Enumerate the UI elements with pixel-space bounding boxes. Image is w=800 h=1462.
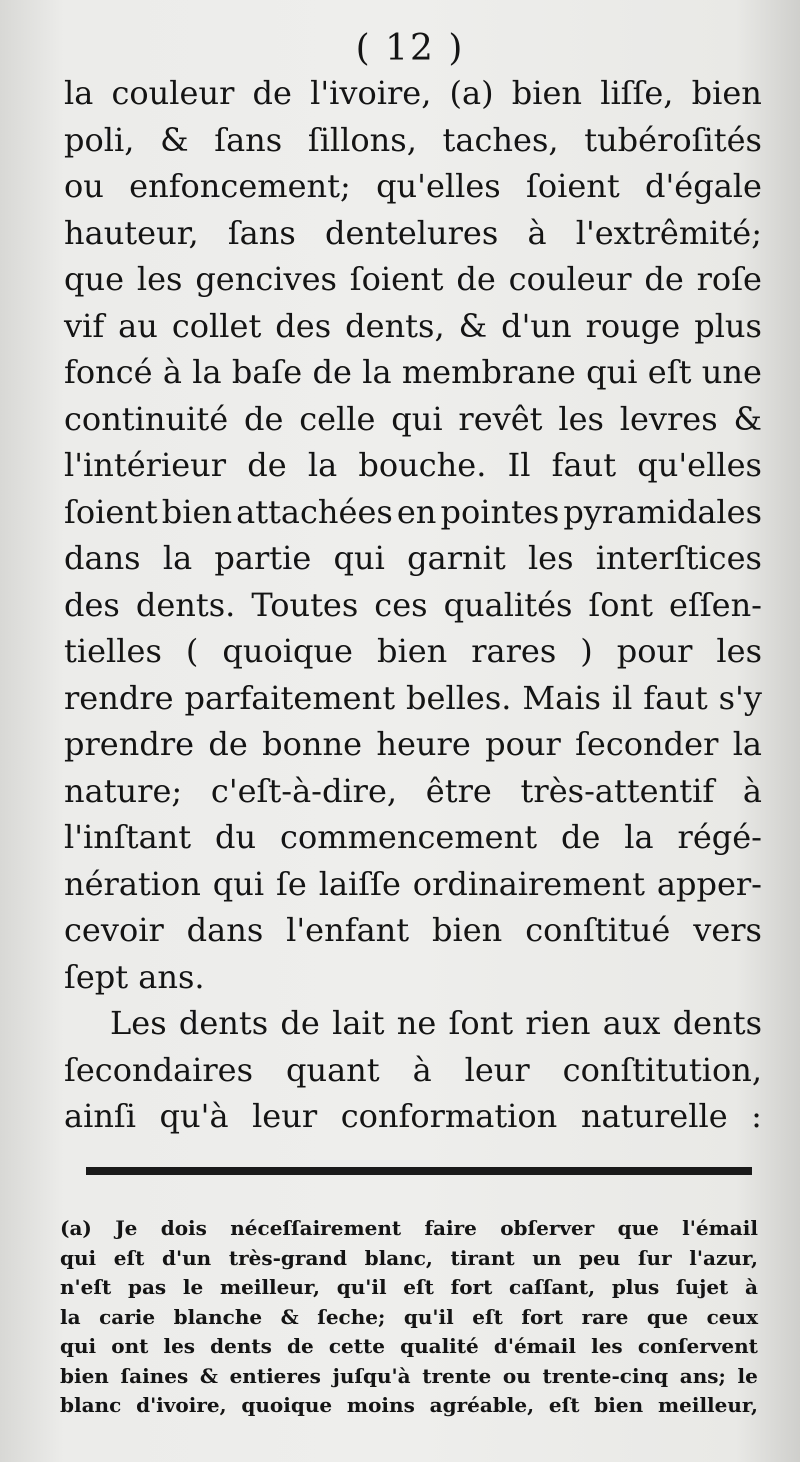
footnote-line: qui eſt d'un très-grand blanc, tirant un peu ſur l'azur, — [60, 1245, 758, 1270]
footnote-line: qui ont les dents de cette qualité d'émail les conſervent — [60, 1334, 758, 1358]
footnote-line: blanc d'ivoire, quoique moins agréable, eſt bien meilleur, — [60, 1393, 758, 1417]
text-line: ou enfoncement; qu'elles ſoient d'égale — [64, 167, 762, 205]
text-line: tielles ( quoique bien rares ) pour les — [64, 632, 762, 670]
footnote-line: (a) Je dois néceſſairement faire obſerver que l'émail — [60, 1216, 758, 1240]
text-line: ſept ans. — [64, 957, 205, 996]
text-line: nature; c'eſt-à-dire, être très-attentif à — [64, 771, 762, 810]
text-line: ainſi qu'à leur conformation naturelle : — [64, 1097, 762, 1135]
page-number: ( 12 ) — [355, 28, 465, 69]
text-line: l'intérieur de la bouche. Il faut qu'elles — [64, 446, 762, 484]
text-line: vif au collet des dents, & d'un rouge plus — [64, 306, 762, 345]
text-line: prendre de bonne heure pour ſeconder la — [64, 725, 762, 763]
text-line: la couleur de l'ivoire, (a) bien liſſe, bien — [64, 74, 762, 112]
text-line: que les gencives ſoient de couleur de roſe — [64, 260, 762, 298]
text-line: foncé à la baſe de la membrane qui eſt une — [64, 353, 762, 391]
footnote-line: la carie blanche & ſeche; qu'il eſt fort rare que ceux — [60, 1304, 758, 1329]
text-line: poli, & ſans ſillons, taches, tubéroſités — [64, 120, 762, 159]
paragraph-first-line: Les dents de lait ne ſont rien aux dents — [110, 1004, 762, 1042]
text-line: hauteur, ſans dentelures à l'extrêmité; — [64, 213, 762, 252]
text-line: cevoir dans l'enfant bien conſtitué vers — [64, 911, 762, 949]
text-line: continuité de celle qui revêt les levres & — [64, 399, 762, 438]
footnote-line: bien ſaines & entieres juſqu'à trente ou trente-cinq ans; le — [60, 1363, 758, 1388]
text-line: nération qui ſe laiſſe ordinairement apper- — [64, 864, 762, 903]
text-line: rendre parfaitement belles. Mais il faut s'y — [64, 678, 762, 717]
text-line: ſecondaires quant à leur conſtitution, — [64, 1050, 762, 1089]
text-line: des dents. Toutes ces qualités ſont eſſen- — [64, 585, 762, 624]
body-text — [64, 70, 762, 1140]
text-line: l'inſtant du commencement de la régé- — [64, 818, 762, 856]
footnote — [60, 1214, 758, 1421]
footnote-rule — [86, 1167, 752, 1175]
text-line: dans la partie qui garnit les interſtices — [64, 539, 762, 577]
footnote-line: n'eſt pas le meilleur, qu'il eſt fort caſſant, plus ſujet à — [60, 1275, 758, 1299]
text-line: ſoient bien attachées en pointes pyramidales — [64, 492, 762, 531]
